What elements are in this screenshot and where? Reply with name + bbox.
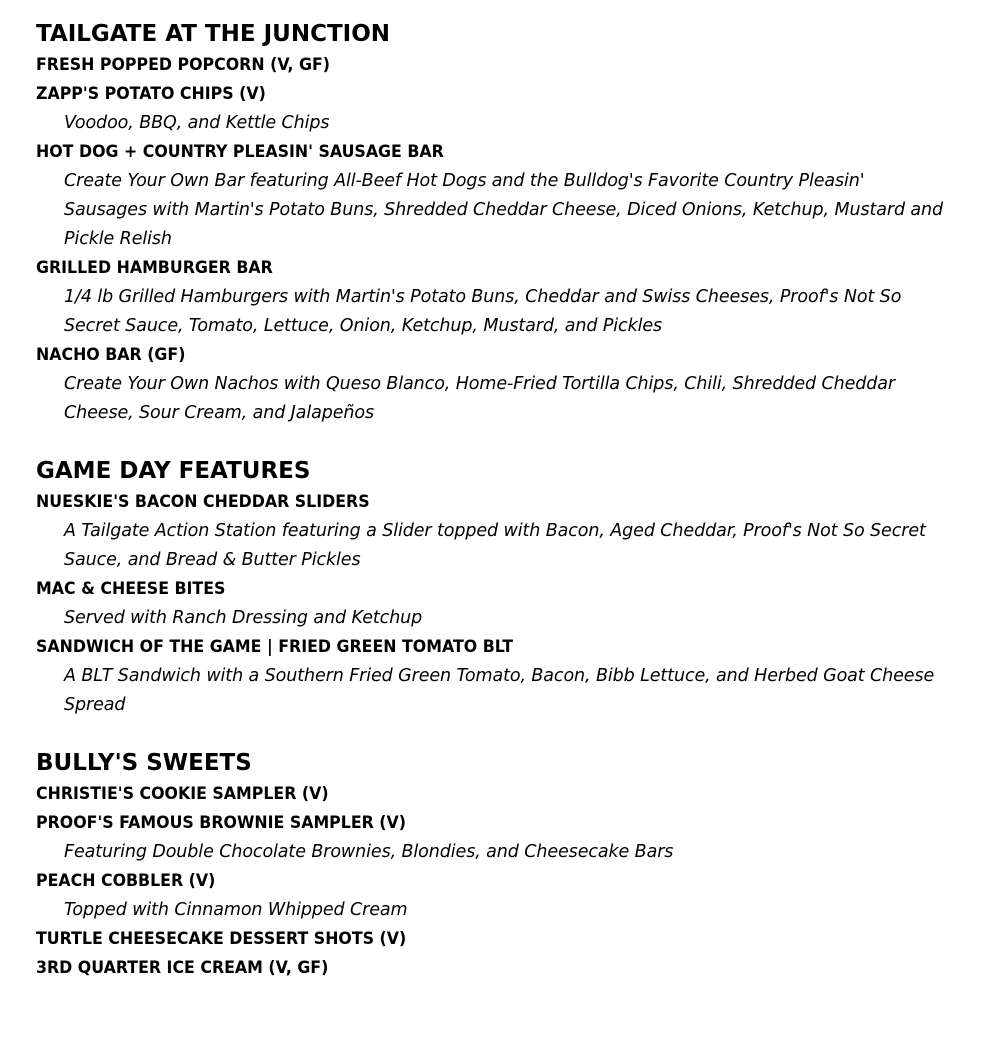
section-title: BULLY'S SWEETS <box>36 750 252 776</box>
item-name: TURTLE CHEESECAKE DESSERT SHOTS (V) <box>36 929 407 949</box>
menu-document <box>36 20 986 983</box>
item-name: CHRISTIE'S COOKIE SAMPLER (V) <box>36 784 329 804</box>
item-description: Create Your Own Nachos with Queso Blanco, Home-Fried Tortilla Chips, Chili, Shredded Cheddar Cheese, Sour Cream, and Jalapeños <box>64 374 896 423</box>
menu-item <box>36 954 986 983</box>
section-tailgate <box>36 20 986 428</box>
menu-item <box>36 867 986 925</box>
item-name: NACHO BAR (GF) <box>36 345 186 365</box>
section-bullys-sweets <box>36 749 986 983</box>
item-name: NUESKIE'S BACON CHEDDAR SLIDERS <box>36 492 370 512</box>
menu-item <box>36 809 986 867</box>
item-name: GRILLED HAMBURGER BAR <box>36 258 273 278</box>
item-description: A BLT Sandwich with a Southern Fried Green Tomato, Bacon, Bibb Lettuce, and Herbed Goat Cheese Spread <box>64 666 935 715</box>
menu-item <box>36 80 986 138</box>
item-name: SANDWICH OF THE GAME | FRIED GREEN TOMATO BLT <box>36 637 513 657</box>
section-game-day-features <box>36 457 986 720</box>
section-title: GAME DAY FEATURES <box>36 458 311 484</box>
menu-item <box>36 925 986 954</box>
menu-item <box>36 254 986 341</box>
item-description: Featuring Double Chocolate Brownies, Blondies, and Cheesecake Bars <box>64 842 674 862</box>
menu-item <box>36 488 986 575</box>
item-name: HOT DOG + COUNTRY PLEASIN' SAUSAGE BAR <box>36 142 444 162</box>
menu-item <box>36 51 986 80</box>
menu-item <box>36 780 986 809</box>
item-description: Served with Ranch Dressing and Ketchup <box>64 608 423 628</box>
item-name: PEACH COBBLER (V) <box>36 871 216 891</box>
menu-item <box>36 341 986 428</box>
menu-item <box>36 633 986 720</box>
menu-item <box>36 138 986 254</box>
item-description: Topped with Cinnamon Whipped Cream <box>64 900 408 920</box>
item-description: Create Your Own Bar featuring All-Beef Hot Dogs and the Bulldog's Favorite Country Pleasin' Sausages with Martin's Potato Buns, Shredded Cheddar Cheese, Diced Onions, Ketchup, Mustard and Pickle Relish <box>64 171 944 249</box>
section-title: TAILGATE AT THE JUNCTION <box>36 21 390 47</box>
item-name: ZAPP'S POTATO CHIPS (V) <box>36 84 266 104</box>
item-name: FRESH POPPED POPCORN (V, GF) <box>36 55 331 75</box>
item-name: PROOF'S FAMOUS BROWNIE SAMPLER (V) <box>36 813 407 833</box>
item-description: Voodoo, BBQ, and Kettle Chips <box>64 113 330 133</box>
item-name: MAC & CHEESE BITES <box>36 579 226 599</box>
item-description: 1/4 lb Grilled Hamburgers with Martin's Potato Buns, Cheddar and Swiss Cheeses, Proof's Not So Secret Sauce, Tomato, Lettuce, Onion, Ketchup, Mustard, and Pickles <box>64 287 902 336</box>
item-description: A Tailgate Action Station featuring a Slider topped with Bacon, Aged Cheddar, Proof's Not So Secret Sauce, and Bread & Butter Pickles <box>64 521 926 570</box>
item-name: 3RD QUARTER ICE CREAM (V, GF) <box>36 958 329 978</box>
menu-item <box>36 575 986 633</box>
